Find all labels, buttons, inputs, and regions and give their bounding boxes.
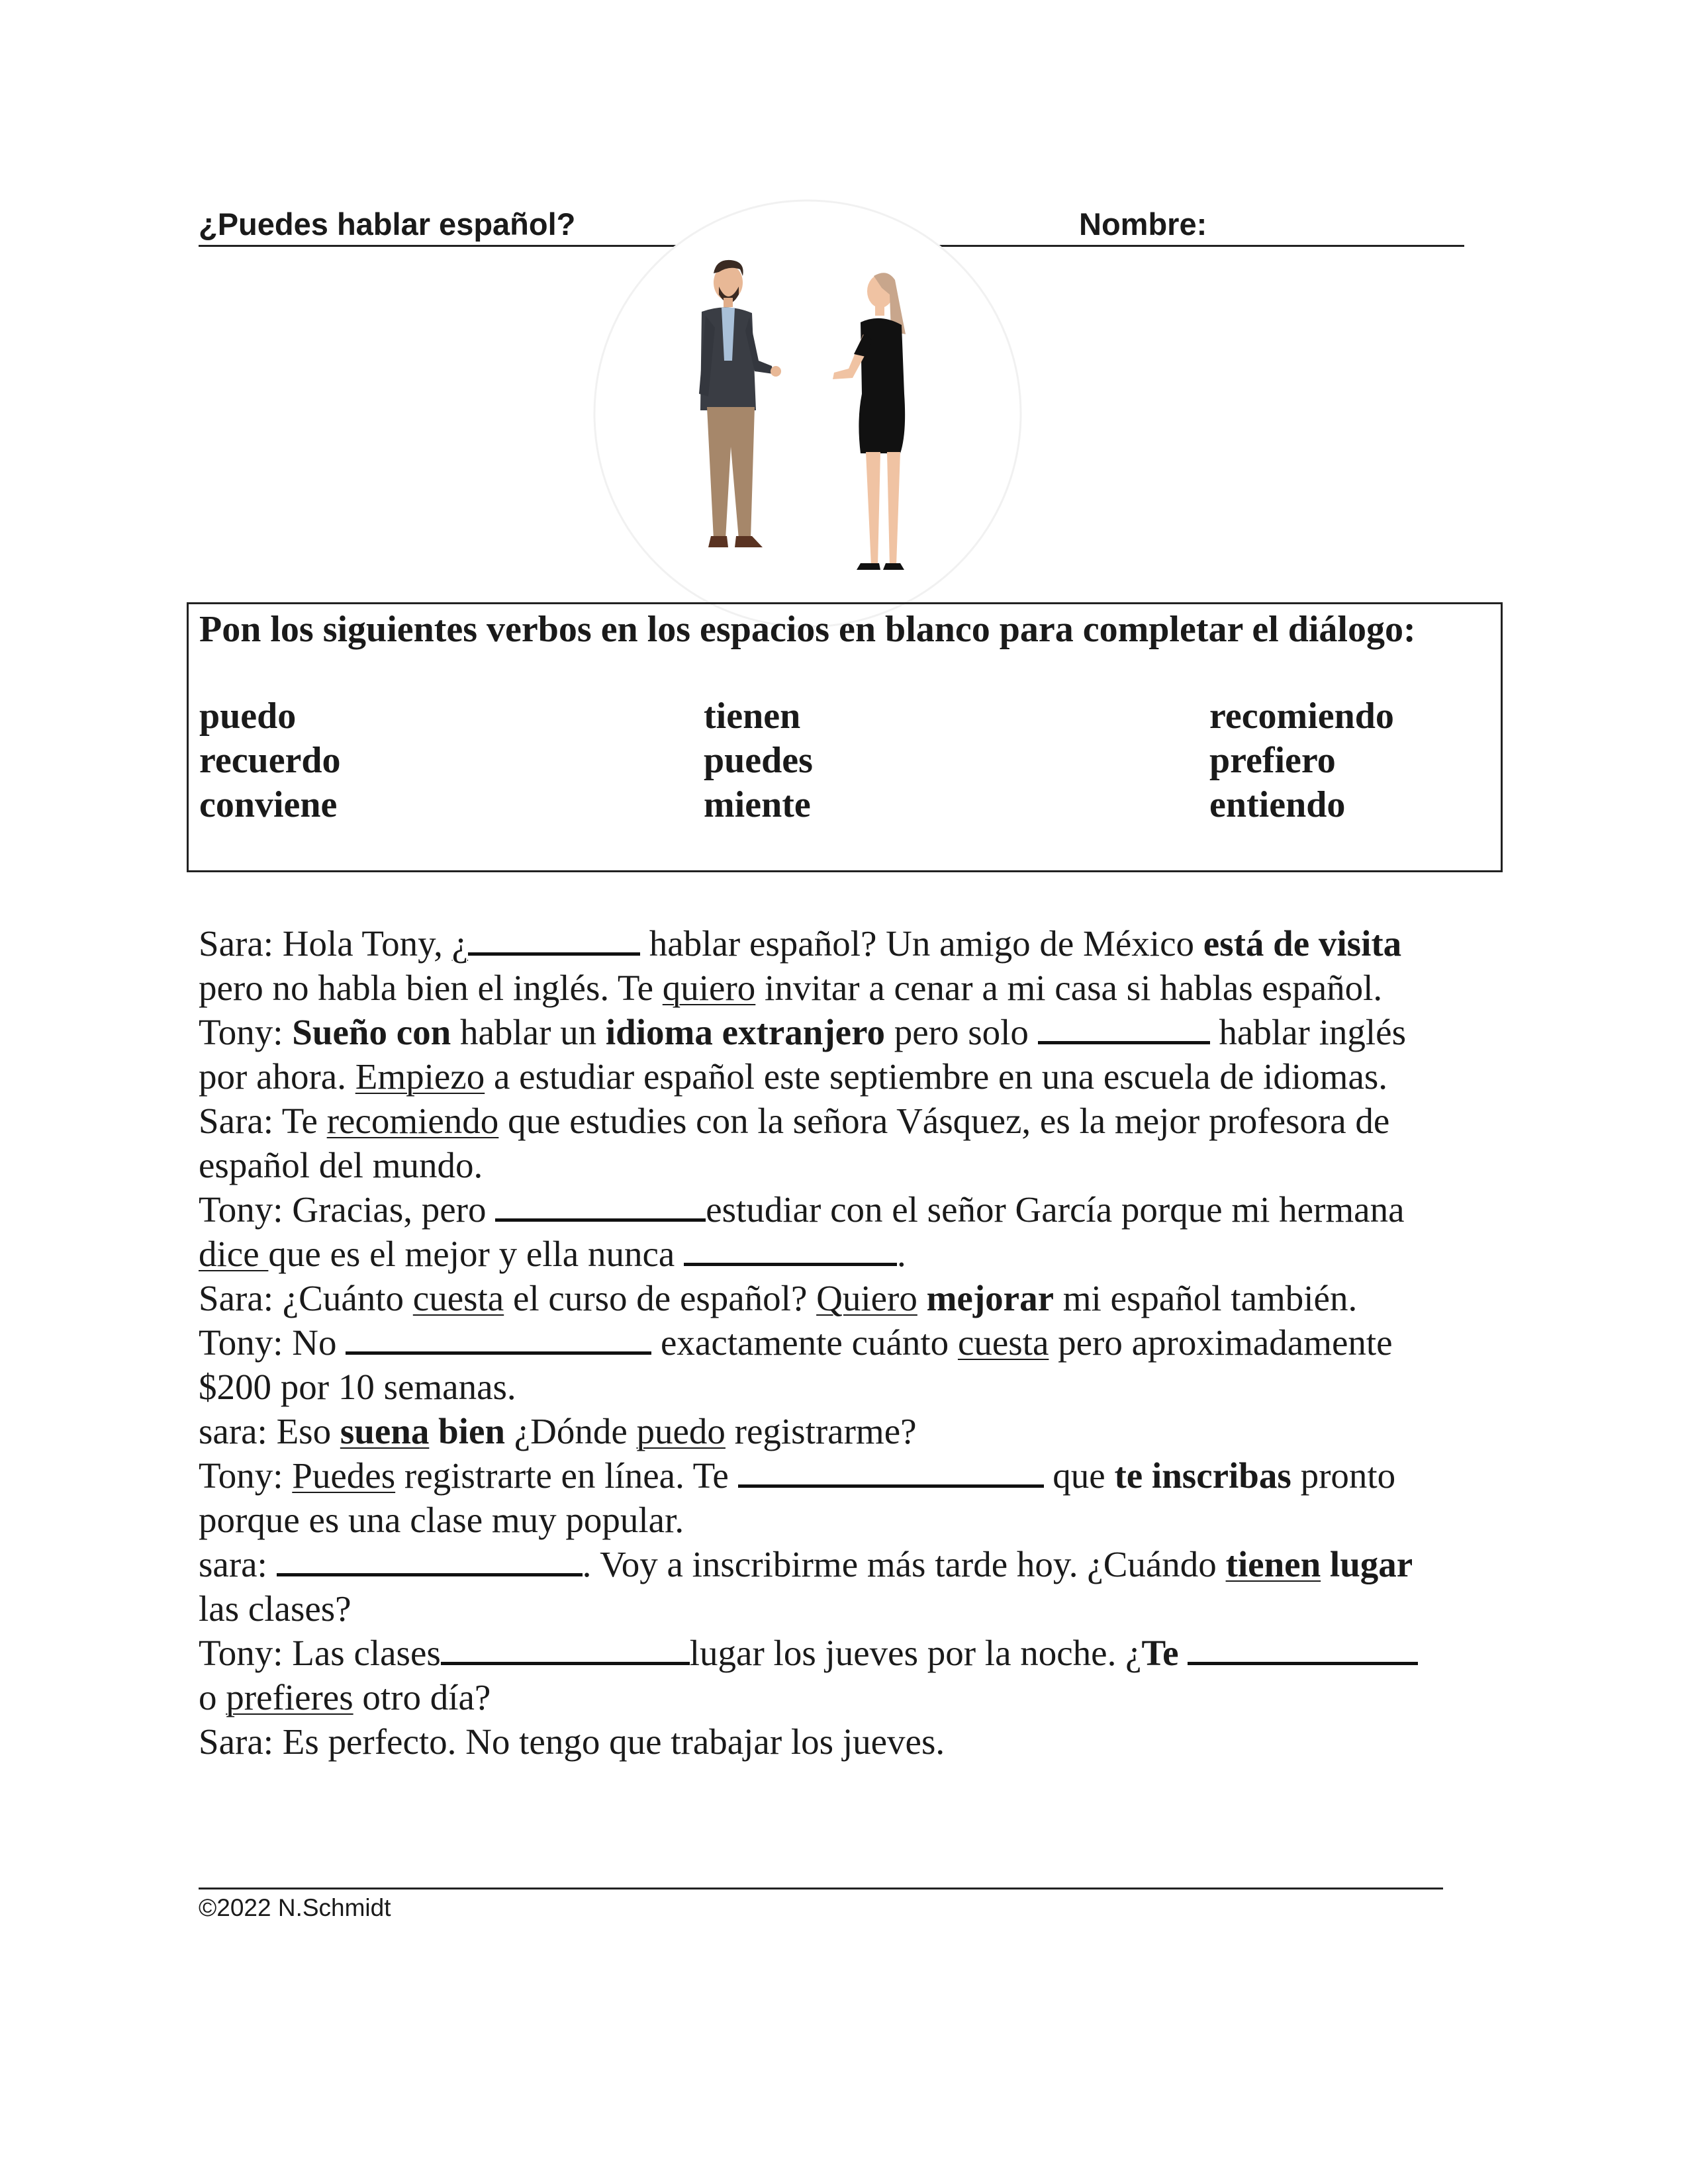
answer-blank[interactable]: [738, 1454, 1044, 1488]
dialogue-line: Sara: Hola Tony, ¿ hablar español? Un amigo de México está de visita: [199, 923, 1402, 964]
word-bank-item: miente: [704, 784, 811, 825]
answer-blank[interactable]: [1038, 1011, 1210, 1044]
dialogue-line: $200 por 10 semanas.: [199, 1367, 516, 1407]
word-bank-column-3: [1209, 694, 1394, 827]
dialogue-line: Sara: ¿Cuánto cuesta el curso de español? Quiero mejorar mi español también.: [199, 1278, 1358, 1318]
word-bank-item: puedo: [199, 696, 297, 737]
dialogue-line: Sara: Te recomiendo que estudies con la señora Vásquez, es la mejor profesora de: [199, 1101, 1390, 1141]
word-bank-item: conviene: [199, 784, 338, 825]
dialogue-line: Tony: Sueño con hablar un idioma extranjero pero solo hablar inglés: [199, 1012, 1406, 1052]
dialogue-line: o prefieres otro día?: [199, 1677, 491, 1717]
word-bank-item: recomiendo: [1209, 696, 1394, 737]
answer-blank[interactable]: [684, 1232, 897, 1266]
dialogue-text: [199, 921, 1496, 1764]
word-bank-box: [187, 602, 1503, 872]
dialogue-line: sara: Eso suena bien ¿Dónde puedo registrarme?: [199, 1411, 917, 1451]
word-bank-column-2: [704, 694, 813, 827]
answer-blank[interactable]: [441, 1631, 690, 1665]
dialogue-line: sara: . Voy a inscribirme más tarde hoy. ¿Cuándo tienen lugar: [199, 1544, 1413, 1584]
footer-divider: [199, 1888, 1443, 1889]
answer-blank[interactable]: [1188, 1631, 1418, 1665]
dialogue-line: las clases?: [199, 1588, 352, 1629]
answer-blank[interactable]: [495, 1188, 706, 1222]
dialogue-line: dice que es el mejor y ella nunca .: [199, 1234, 906, 1274]
word-bank-column-1: [199, 694, 341, 827]
word-bank-item: entiendo: [1209, 784, 1346, 825]
answer-blank[interactable]: [277, 1543, 583, 1576]
word-bank-item: puedes: [704, 740, 813, 781]
word-bank-item: recuerdo: [199, 740, 341, 781]
dialogue-line: Tony: Gracias, pero estudiar con el señor García porque mi hermana: [199, 1189, 1405, 1230]
dialogue-line: Tony: No exactamente cuánto cuesta pero aproximadamente: [199, 1322, 1393, 1363]
dialogue-line: porque es una clase muy popular.: [199, 1500, 684, 1540]
dialogue-line: Sara: Es perfecto. No tengo que trabajar los jueves.: [199, 1721, 945, 1762]
word-bank-instruction: Pon los siguientes verbos en los espacios en blanco para completar el diálogo:: [199, 609, 1416, 650]
copyright-notice: ©2022 N.Schmidt: [199, 1894, 391, 1921]
word-bank-item: prefiero: [1209, 740, 1336, 781]
name-field-label: Nombre:: [1079, 206, 1207, 242]
answer-blank[interactable]: [346, 1321, 651, 1355]
dialogue-line: Tony: Las clases lugar los jueves por la noche. ¿Te: [199, 1631, 1496, 1675]
two-people-talking-icon: [589, 195, 1026, 632]
word-bank-item: tienen: [704, 696, 801, 737]
answer-blank[interactable]: [468, 922, 640, 956]
dialogue-line: por ahora. Empiezo a estudiar español este septiembre en una escuela de idiomas.: [199, 1056, 1388, 1097]
worksheet-title: ¿Puedes hablar español?: [199, 206, 576, 242]
dialogue-line: español del mundo.: [199, 1145, 483, 1185]
dialogue-line: pero no habla bien el inglés. Te quiero invitar a cenar a mi casa si hablas español.: [199, 968, 1383, 1008]
dialogue-line: Tony: Puedes registrarte en línea. Te que te inscribas pronto: [199, 1455, 1396, 1496]
